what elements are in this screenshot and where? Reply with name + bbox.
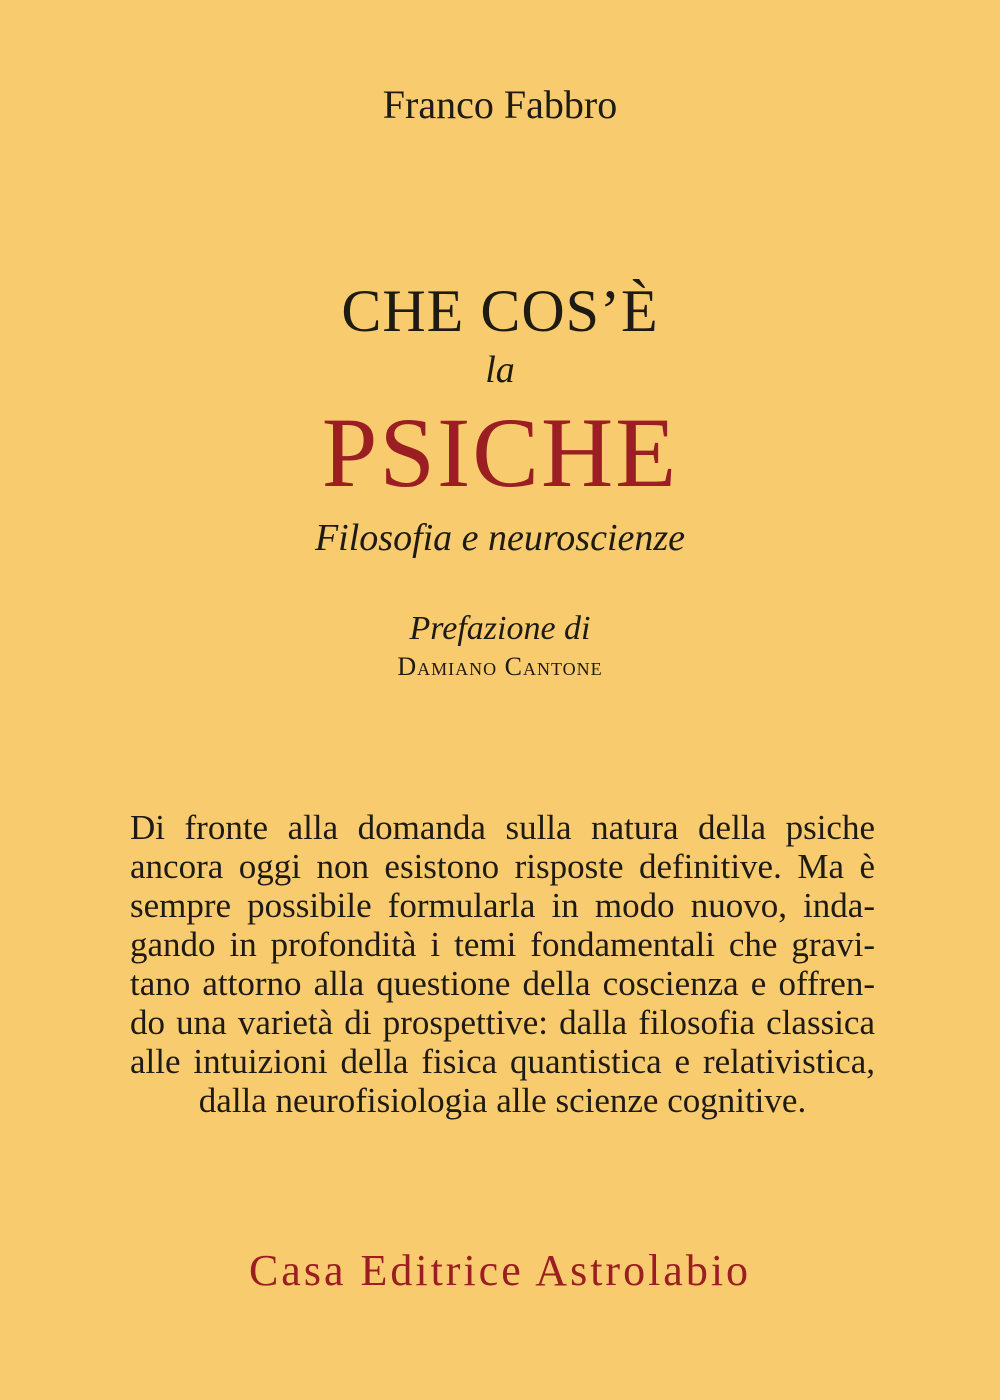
preface-label: Prefazione di	[409, 610, 591, 647]
blurb-line: dalla neurofisiologia alle scienze cognitive.	[198, 1081, 807, 1120]
blurb-line: Di fronte alla domanda sulla natura della psiche	[130, 808, 875, 847]
blurb-line: alle intuizioni della fisica quantistica e relativistica,	[130, 1042, 875, 1081]
title-top-line: CHE COS’È	[341, 278, 659, 344]
title-main: PSICHE	[321, 397, 679, 508]
blurb	[130, 808, 875, 1120]
blurb-line: gando in profondità i temi fondamentali che gravi-	[130, 925, 875, 964]
subtitle: Filosofia e neuroscienze	[314, 517, 686, 559]
preface-author: Damiano Cantone	[397, 652, 603, 681]
publisher-name: Casa Editrice Astrolabio	[248, 1246, 752, 1295]
blurb-line: sempre possibile formularla in modo nuovo, inda-	[130, 886, 875, 925]
blurb-line: do una varietà di prospettive: dalla filosofia classica	[130, 1003, 875, 1042]
blurb-line: ancora oggi non esistono risposte definitive. Ma è	[130, 847, 875, 886]
title-article: la	[485, 349, 515, 391]
author-name: Franco Fabbro	[382, 82, 618, 127]
blurb-line: tano attorno alla questione della coscienza e offren-	[130, 964, 875, 1003]
